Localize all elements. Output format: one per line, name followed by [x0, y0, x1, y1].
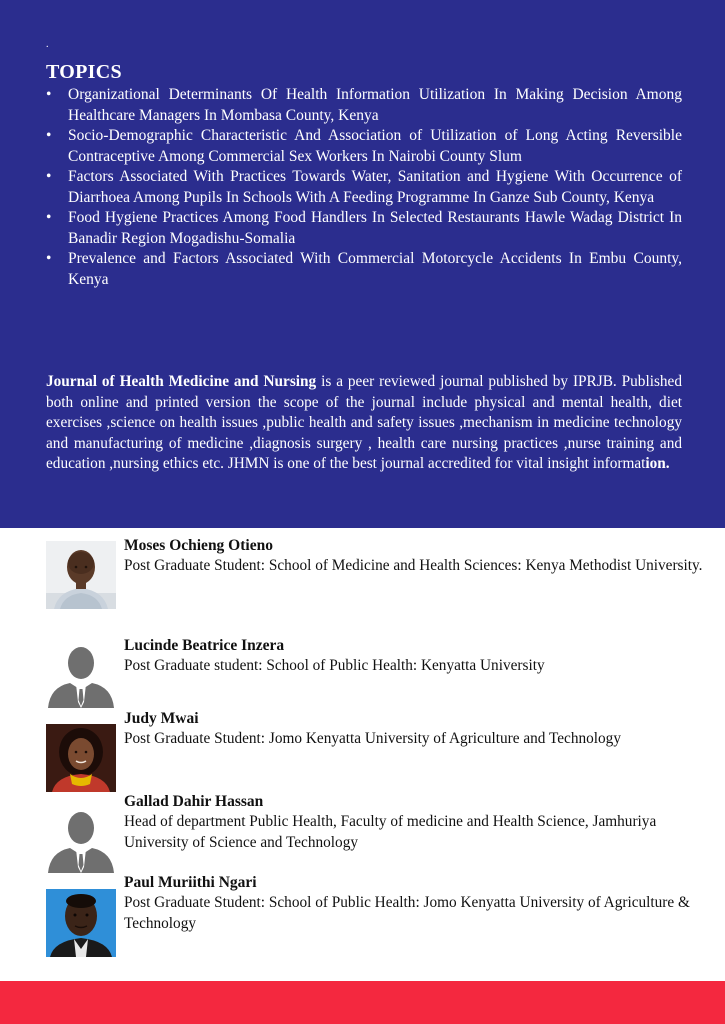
author-name: Lucinde Beatrice Inzera [124, 637, 285, 654]
author-name: Moses Ochieng Otieno [124, 537, 273, 554]
portrait-icon [46, 889, 116, 957]
topic-item: • Socio-Demographic Characteristic And Association of Utilization of Long Acting Reversible Contraceptive Among Commercial Sex Workers In Nairobi County Slum [46, 126, 682, 167]
topics-heading: TOPICS [46, 61, 122, 83]
author-photo [46, 642, 116, 710]
description-body: is a peer reviewed journal published by IPRJB. Published both online and printed version the scope of the journal include physical and mental health, diet exercises ,science on health issues ,public health and safety issues ,mechanism in medicine technology and manufacturing of medicine ,diagnosis surgery , health care nursing practices ,nurse training and education ,nursing ethics etc. JHMN is one of the best journal accredited for vital insight informat [46, 373, 682, 473]
author-role: Head of department Public Health, Faculty of medicine and Health Science, Jamhuriya University of Science and Technology [124, 813, 657, 851]
header-dot: . [46, 39, 49, 50]
topic-item: • Food Hygiene Practices Among Food Handlers In Selected Restaurants Hawle Wadag District In Banadir Region Mogadishu-Somalia [46, 208, 682, 249]
portrait-icon [46, 541, 116, 609]
author-card [46, 873, 706, 958]
author-info [124, 709, 704, 750]
author-card [46, 709, 706, 789]
topic-item: • Organizational Determinants Of Health Information Utilization In Making Decision Among Healthcare Managers In Mombasa County, Kenya [46, 85, 682, 126]
portrait-icon [46, 724, 116, 792]
author-name: Judy Mwai [124, 710, 199, 727]
topics-list [46, 85, 682, 290]
topic-item: • Prevalence and Factors Associated With Commercial Motorcycle Accidents In Embu County, Kenya [46, 249, 682, 290]
author-photo [46, 807, 116, 875]
author-name: Gallad Dahir Hassan [124, 793, 264, 810]
author-role: Post Graduate student: School of Public Health: Kenyatta University [124, 657, 545, 674]
topic-item: • Factors Associated With Practices Towards Water, Sanitation and Hygiene With Occurrence of Diarrhoea Among Pupils In Schools With A Feeding Programme In Ganze Sub County, Kenya [46, 167, 682, 208]
author-card [46, 792, 706, 872]
author-role: Post Graduate Student: School of Public Health: Jomo Kenyatta University of Agriculture & Technology [124, 894, 690, 932]
author-photo [46, 541, 116, 609]
journal-description [46, 372, 682, 475]
journal-name: Journal of Health Medicine and Nursing [46, 373, 317, 390]
author-name: Paul Muriithi Ngari [124, 874, 257, 891]
author-photo [46, 889, 116, 957]
author-photo [46, 724, 116, 792]
author-role: Post Graduate Student: School of Medicine and Health Sciences: Kenya Methodist University. [124, 557, 703, 574]
author-info [124, 636, 704, 677]
user-silhouette-icon [46, 807, 116, 875]
author-info [124, 792, 704, 853]
user-silhouette-icon [46, 642, 116, 710]
author-info [124, 873, 704, 934]
description-ending: ion. [645, 455, 670, 473]
author-role: Post Graduate Student: Jomo Kenyatta University of Agriculture and Technology [124, 730, 621, 747]
footer-bar [0, 981, 725, 1024]
author-card [46, 536, 706, 616]
author-card [46, 636, 706, 716]
author-info [124, 536, 704, 577]
